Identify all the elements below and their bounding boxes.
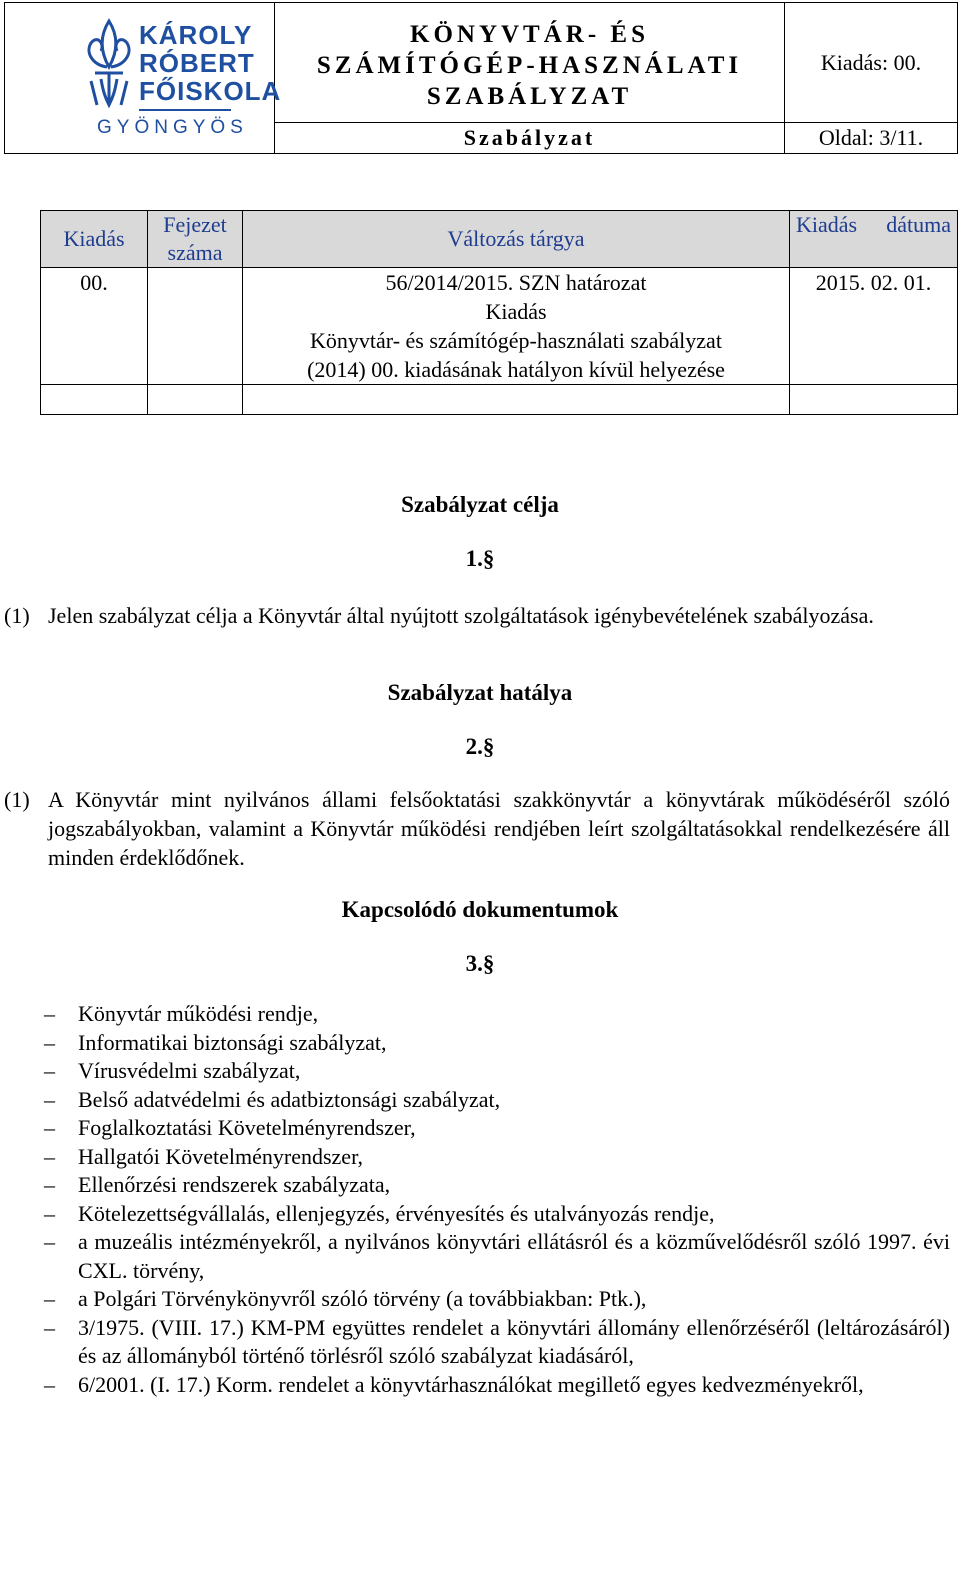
list-item (44, 1029, 950, 1058)
logo-cell (5, 3, 282, 153)
list-item-text: Vírusvédelmi szabályzat, (78, 1058, 301, 1083)
fleur-de-lis-icon (83, 17, 135, 109)
table-row (41, 268, 958, 385)
title-line-2: SZÁMÍTÓGÉP-HASZNÁLATI (316, 52, 743, 79)
list-item-text: 6/2001. (I. 17.) Korm. rendelet a könyvtárhasználókat megillető egyes kedvezményekről, (78, 1371, 864, 1397)
list-dash: – (44, 1115, 55, 1140)
document-type: Szabályzat (275, 123, 785, 153)
list-item (44, 1200, 950, 1229)
college-logo (83, 17, 282, 141)
list-dash: – (44, 1200, 55, 1226)
section-3-title: Kapcsolódó dokumentumok (341, 897, 619, 922)
list-dash: – (44, 1001, 55, 1026)
list-dash: – (44, 1143, 55, 1169)
list-item-text: Ellenőrzési rendszerek szabályzata, (78, 1172, 391, 1197)
cell-chapter (148, 268, 243, 385)
col-header-issue: Kiadás (41, 211, 148, 268)
col-header-date: Kiadás dátuma (790, 211, 958, 268)
list-dash: – (44, 1314, 55, 1340)
list-item (44, 1285, 950, 1314)
subject-line: 56/2014/2015. SZN határozat (385, 270, 647, 295)
page-number: Oldal: 3/11. (818, 125, 924, 150)
cell-issue: 00. (41, 268, 148, 385)
list-item-text: Könyvtár működési rendje, (78, 1001, 319, 1026)
section-2-paragraph (4, 785, 950, 872)
paragraph-text: A Könyvtár mint nyilvános állami felsőoktatási szakkönyvtár a könyvtárak működéséről szóló jogszabályokban, valamint a Könyvtár működési rendjében leírt szolgáltatásokkal rendelkezésére áll minden érdeklődőnek. (48, 787, 950, 870)
section-1-title: Szabályzat célja (401, 492, 559, 517)
subject-line: Kiadás (485, 299, 547, 324)
list-item-text: 3/1975. (VIII. 17.) KM-PM együttes rendelet a könyvtári állomány ellenőrzéséről (leltározásáról) és az állományból történő törlésről szóló szabályzat kiadásáról, (78, 1314, 950, 1368)
list-item-text: Belső adatvédelmi és adatbiztonsági szabályzat, (78, 1086, 501, 1112)
cell-chapter (148, 385, 243, 415)
paragraph-text: Jelen szabályzat célja a Könyvtár által nyújtott szolgáltatások igénybevételének szabályozása. (48, 603, 874, 628)
paragraph-number: (1) (4, 787, 30, 812)
list-item-text: Hallgatói Követelményrendszer, (78, 1143, 364, 1169)
logo-rule (139, 109, 231, 111)
paragraph-number: (1) (4, 603, 30, 628)
list-dash: – (44, 1086, 55, 1112)
cell-subject (243, 385, 790, 415)
list-dash: – (44, 1371, 55, 1397)
logo-name (139, 21, 281, 105)
logo-city: GYÖNGYÖS (97, 117, 248, 138)
list-dash: – (44, 1058, 55, 1083)
col-header-chapter: Fejezet száma (148, 211, 243, 268)
cell-date (790, 385, 958, 415)
related-documents-list (44, 1000, 950, 1399)
section-1-paragraph (4, 601, 950, 630)
list-item (44, 1057, 950, 1086)
table-row-empty (41, 385, 958, 415)
list-item (44, 1371, 950, 1400)
section-1-number: 1.§ (465, 546, 495, 571)
section-3-number: 3.§ (465, 951, 495, 976)
list-item (44, 1143, 950, 1172)
subject-line: Könyvtár- és számítógép-használati szabályzat (310, 328, 722, 353)
list-item (44, 1114, 950, 1143)
document-title (275, 3, 785, 123)
list-item-text: Kötelezettségvállalás, ellenjegyzés, érvényesítés és utalványozás rendje, (78, 1200, 715, 1226)
list-dash: – (44, 1029, 55, 1055)
title-line-3: SZABÁLYZAT (426, 83, 633, 110)
list-item (44, 1086, 950, 1115)
cell-subject (243, 268, 790, 385)
logo-name-line-3: FŐISKOLA (139, 76, 282, 106)
logo-name-line-2: RÓBERT (139, 48, 255, 78)
list-item (44, 1228, 950, 1285)
document-header (4, 2, 958, 154)
list-item-text: Foglalkoztatási Követelményrendszer, (78, 1115, 416, 1140)
list-item (44, 1000, 950, 1029)
section-2-number: 2.§ (465, 734, 495, 759)
list-item-text: Informatikai biztonsági szabályzat, (78, 1029, 387, 1055)
list-dash: – (44, 1172, 55, 1197)
section-2-title: Szabályzat hatálya (387, 680, 573, 705)
cell-issue (41, 385, 148, 415)
list-dash: – (44, 1286, 55, 1311)
list-item-text: a Polgári Törvénykönyvről szóló törvény (a továbbiakban: Ptk.), (78, 1286, 647, 1311)
list-item (44, 1314, 950, 1371)
table-header-row (41, 211, 958, 268)
subject-line: (2014) 00. kiadásának hatályon kívül helyezése (307, 357, 725, 382)
logo-name-line-1: KÁROLY (139, 20, 253, 50)
list-item-text: a muzeális intézményekről, a nyilvános könyvtári ellátásról és a közművelődésről szóló 1997. évi CXL. törvény, (78, 1229, 950, 1283)
col-header-subject: Változás tárgya (243, 211, 790, 268)
issue-number: Kiadás: 00. (785, 3, 957, 123)
cell-date: 2015. 02. 01. (790, 268, 958, 385)
change-log-table (40, 210, 958, 415)
title-line-1: KÖNYVTÁR- ÉS (410, 21, 649, 48)
list-item (44, 1171, 950, 1200)
list-dash: – (44, 1229, 55, 1254)
